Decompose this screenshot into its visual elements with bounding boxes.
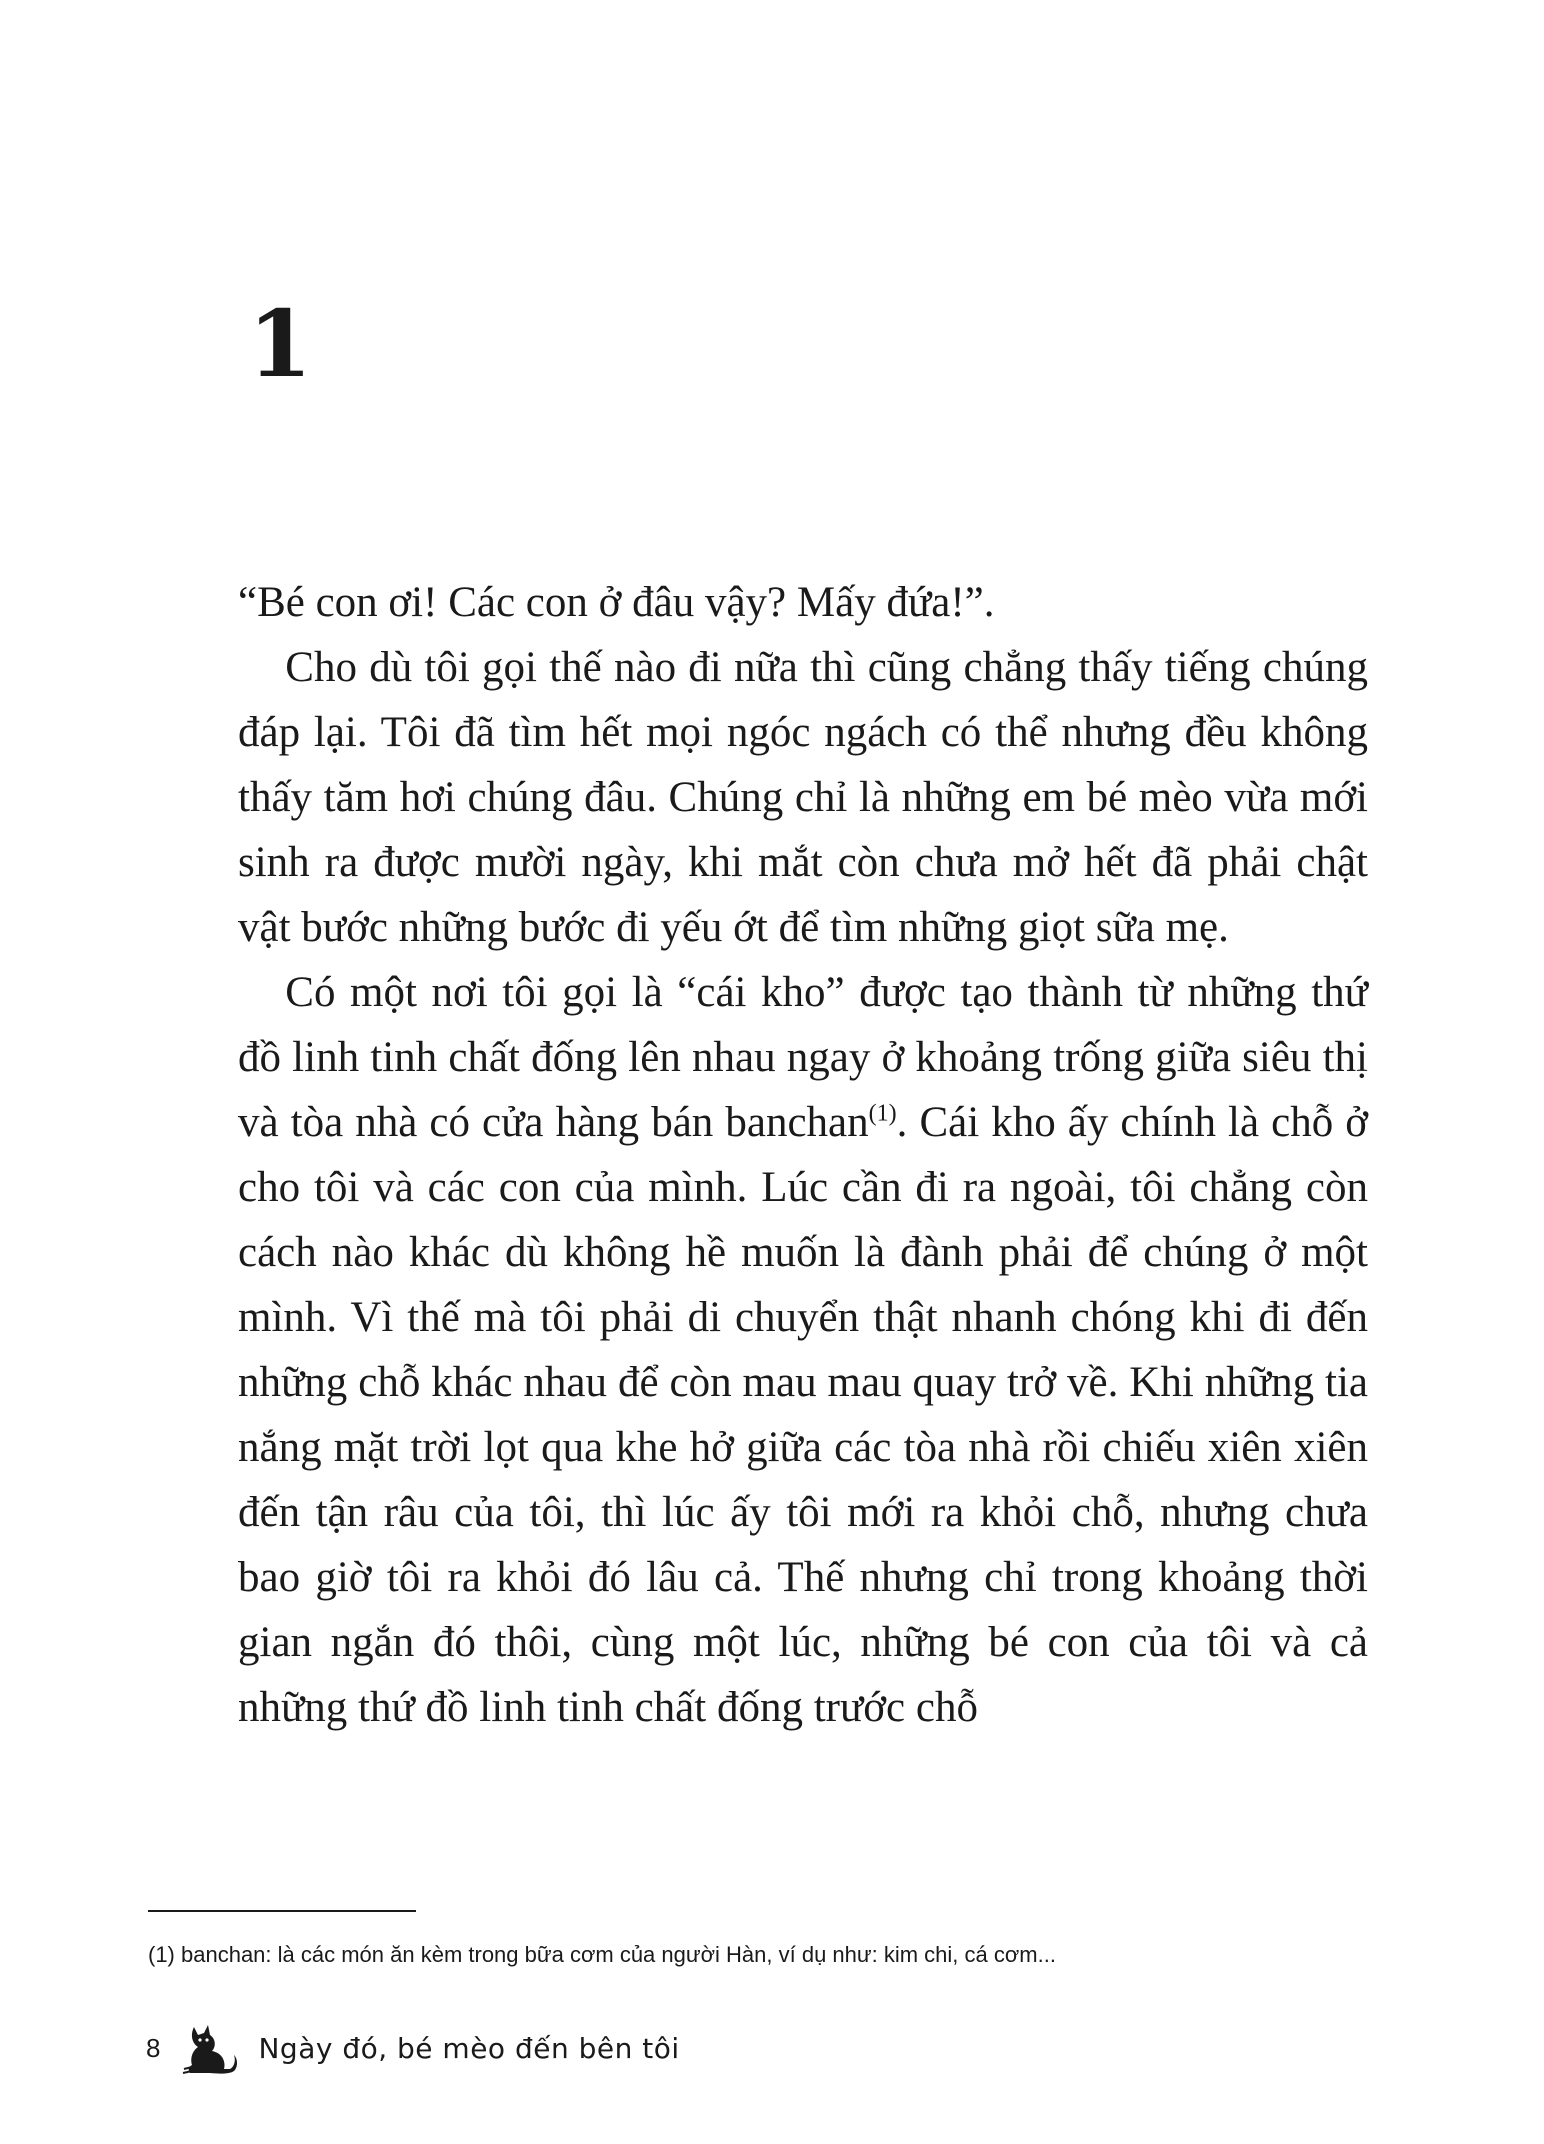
footnote: (1) banchan: là các món ăn kèm trong bữa cơm của người Hàn, ví dụ như: kim chi, cá cơm... [148,1942,1056,1967]
footnote-divider [148,1910,416,1912]
paragraph-3-part-2: . Cái kho ấy chính là chỗ ở cho tôi và các con của mình. Lúc cần đi ra ngoài, tôi chẳng còn cách nào khác dù không hề muốn là đành phải để chúng ở một mình. Vì thế mà tôi phải di chuyển thật nhanh chóng khi đi đến những chỗ khác nhau để còn mau mau quay trở về. Khi những tia nắng mặt trời lọt qua khe hở giữa các tòa nhà rồi chiếu xiên xiên đến tận râu của tôi, thì lúc ấy tôi mới ra khỏi chỗ, nhưng chưa bao giờ tôi ra khỏi đó lâu cả. Thế nhưng chỉ trong khoảng thời gian ngắn đó thôi, cùng một lúc, những bé con của tôi và cả những thứ đồ linh tinh chất đống trước chỗ [238,1099,1368,1731]
footnote-reference: (1) [868,1100,897,1127]
paragraph-2: Cho dù tôi gọi thế nào đi nữa thì cũng chẳng thấy tiếng chúng đáp lại. Tôi đã tìm hết mọi ngóc ngách có thể nhưng đều không thấy tăm hơi chúng đâu. Chúng chỉ là những em bé mèo vừa mới sinh ra được mười ngày, khi mắt còn chưa mở hết đã phải chật vật bước những bước đi yếu ớt để tìm những giọt sữa mẹ. [238,644,1368,951]
page-footer [146,2018,680,2078]
cat-icon [180,2021,242,2075]
book-title: Ngày đó, bé mèo đến bên tôi [258,2031,680,2065]
paragraph-1: “Bé con ơi! Các con ở đâu vậy? Mấy đứa!”. [238,579,995,626]
chapter-body [238,570,1368,1740]
paragraph-3-part-1: Có một nơi tôi gọi là “cái kho” được tạo thành từ những thứ đồ linh tinh chất đống lên nhau ngay ở khoảng trống giữa siêu thị và tòa nhà có cửa hàng bán banchan [238,969,1368,1146]
page-number: 8 [146,2032,161,2063]
paragraph-3 [238,960,1368,1740]
chapter-number: 1 [248,290,313,398]
